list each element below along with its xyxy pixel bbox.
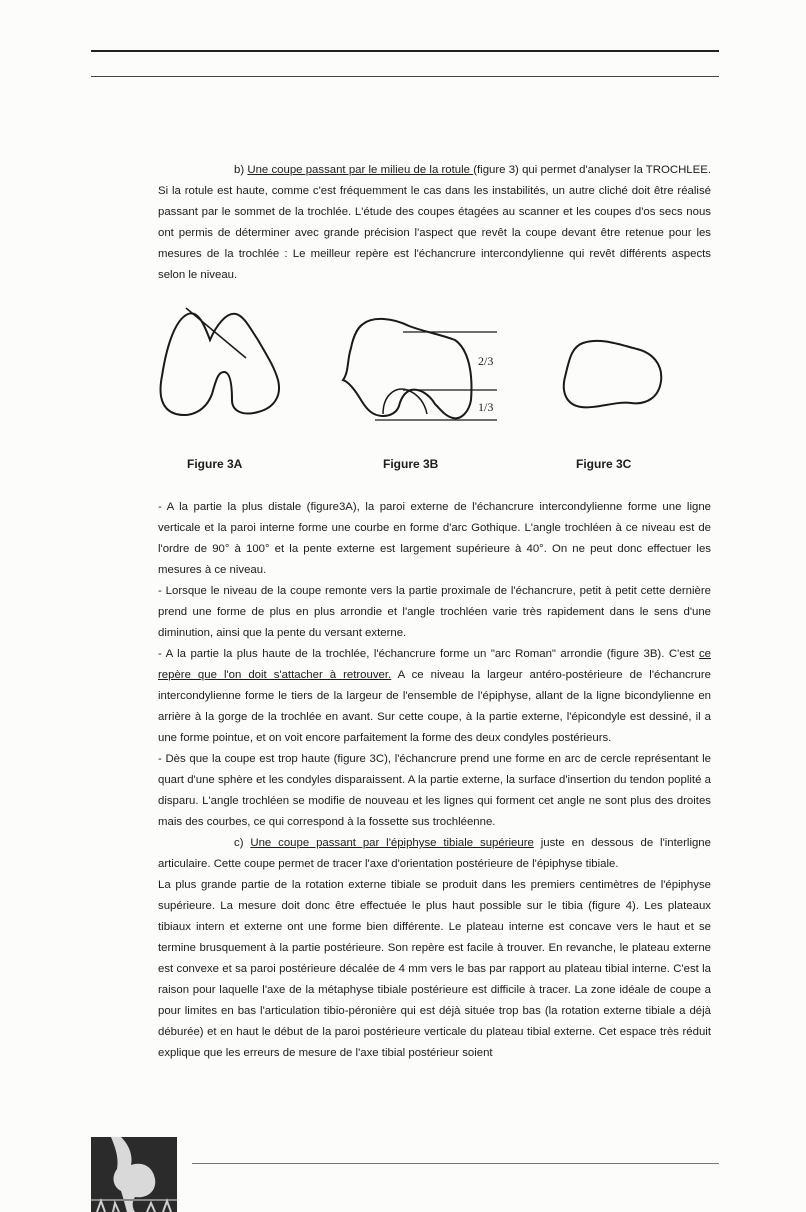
intro-paragraph <box>158 160 711 286</box>
figure-3a-drawing <box>150 300 290 430</box>
figure-3c-drawing <box>555 335 670 415</box>
caption-figure-3c: Figure 3C <box>576 457 632 471</box>
knee-xray-icon <box>91 1137 177 1212</box>
header-rule-bottom <box>91 76 719 77</box>
paragraph-too-high: - Dès que la coupe est trop haute (figure 3C), l'échancrure prend une forme en arc de cercle représentant le quart d'une sphère et les condyles disparaissent. A la partie externe, la surface d'insertion du tendon poplité a disparu. L'angle trochléen se modifie de nouveau et les lignes qui forment cet angle ne sont plus des droites mais des courbes, ce qui correspond à la fossette sus trochléenne. <box>158 753 711 828</box>
footer-logo-image <box>91 1137 177 1212</box>
paragraph-proximal: - Lorsque le niveau de la coupe remonte vers la partie proximale de l'échancrure, petit à petit cette dernière prend une forme de plus en plus arrondie et l'angle trochléen varie très rapidement dans le sens d'une diminution, ainsi que la pente du versant externe. <box>158 585 711 639</box>
intro-prefix: b) <box>234 164 248 176</box>
intro-rest: (figure 3) qui permet d'analyser la TROCHLEE. Si la rotule est haute, comme c'est fréquemment le cas dans les instabilités, un autre cliché doit être réalisé passant par le sommet de la trochlée. L'étude des coupes étagées au scanner et les coupes d'os secs nous ont permis de déterminer avec grande précision l'aspect que revêt la coupe devant être retenue pour les mesures de la trochlée : Le meilleur repère est l'échancrure intercondylienne qui revêt différents aspects selon le niveau. <box>158 164 711 281</box>
emphasis-tibial: Une coupe passant par l'épiphyse tibiale supérieure <box>250 837 534 849</box>
paragraph-arc-roman: - A la partie la plus haute de la trochlée, l'échancrure forme un "arc Roman" arrondie (figure 3B). C'est ce repère que l'on doit s'attacher à retrouver. A ce niveau la largeur antéro-postérieure de l'échancrure intercondylienne forme le tiers de la largeur de l'ensemble de l'épiphyse, allant de la ligne bicondylienne en arrière à la gorge de la trochlée en avant. Sur cette coupe, à la partie externe, l'épicondyle est dessiné, il a une forme pointue, et on voit encore parfaitement la forme des deux condyles postérieurs. <box>158 648 712 744</box>
intro-underlined: Une coupe passant par le milieu de la rotule <box>247 164 474 176</box>
paragraph-rotation: La plus grande partie de la rotation externe tibiale se produit dans les premiers centimètres de l'épiphyse supérieure. La mesure doit donc être effectuée le plus haut possible sur le tibia (figure 4). Les plateaux tibiaux intern et externe ont une forme bien différente. Le plateau interne est concave vers le haut et se termine brusquement à la partie postérieure. Son repère est facile à trouver. En revanche, le plateau externe est convexe et sa paroi postérieure décalée de 4 mm vers le bas par rapport au plateau tibial interne. C'est la raison pour laquelle l'axe de la métaphyse tibiale postérieure est difficile à tracer. La zone idéale de coupe a pour limites en bas l'articulation tibio-péronière qui est déjà située trop bas (la rotation externe tibiale a déjà déburée) et en haut le début de la paroi postérieure verticale du plateau tibial externe. Cet espace très réduit explique que les erreurs de mesure de l'axe tibial postérieur soient <box>158 879 711 1059</box>
paragraph-tibial-cut: c) Une coupe passant par l'épiphyse tibiale supérieure juste en dessous de l'interligne articulaire. Cette coupe permet de tracer l'axe d'orientation postérieure de l'épiphyse tibiale. <box>158 837 711 870</box>
fraction-one-third: 1/3 <box>478 400 494 414</box>
header-rule-top <box>91 50 719 52</box>
footer-rule <box>192 1163 719 1164</box>
paragraph-distal: - A la partie la plus distale (figure3A), la paroi externe de l'échancrure intercondylienne forme une ligne verticale et la paroi interne forme une courbe en forme d'arc Gothique. L'angle trochléen à ce niveau est de l'ordre de 90° à 100° et la pente externe est largement supérieure à 40°. On ne peut donc effectuer les mesures à ce niveau. <box>158 501 711 576</box>
emphasis-repere: ce repère que l'on doit s'attacher à retrouver. <box>158 648 711 681</box>
caption-figure-3a: Figure 3A <box>187 457 243 471</box>
fraction-two-thirds: 2/3 <box>478 354 494 368</box>
body-section <box>158 497 711 1064</box>
caption-figure-3b: Figure 3B <box>383 457 439 471</box>
intro-section <box>158 160 711 286</box>
